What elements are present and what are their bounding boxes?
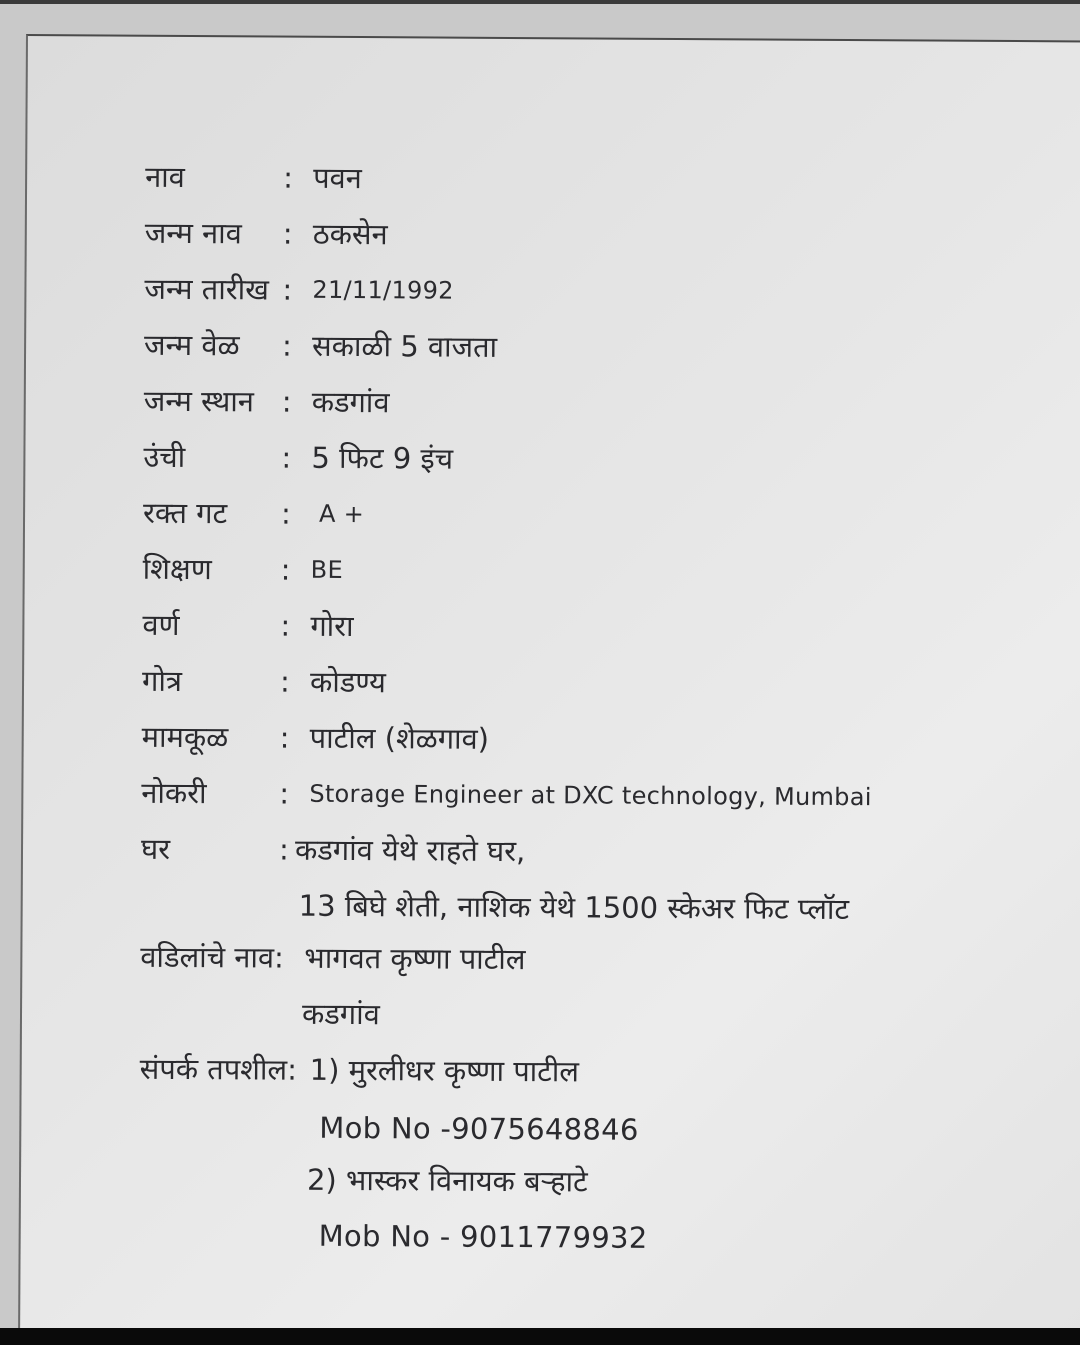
contact-mobile: Mob No - 9011779932 xyxy=(318,1218,648,1255)
field-value: 5 फिट 9 इंच xyxy=(311,440,454,476)
contact-name: 2) भास्कर विनायक बऱ्हाटे xyxy=(306,1162,588,1199)
father-continuation: कडगांव xyxy=(301,996,380,1032)
field-value: गोरा xyxy=(310,608,354,644)
field-value: BE xyxy=(310,555,344,584)
father-value: भागवत कृष्णा पाटील xyxy=(304,940,526,977)
screen-bezel-bottom xyxy=(0,1328,1080,1345)
field-colon: : xyxy=(282,216,293,251)
contacts-label: संपर्क तपशील: xyxy=(139,1051,298,1087)
field-colon: : xyxy=(280,552,291,587)
field-label: शिक्षण xyxy=(142,551,212,587)
field-colon: : xyxy=(280,496,291,531)
field-value: 21/11/1992 xyxy=(312,275,454,305)
field-label: जन्म तारीख xyxy=(144,271,269,307)
field-colon: : xyxy=(279,664,290,699)
field-home-continuation: 13 बिघे शेती, नाशिक येथे 1500 स्केअर फिट प्लॉट xyxy=(298,888,850,927)
field-label: नोकरी xyxy=(141,775,207,811)
field-label: जन्म नाव xyxy=(144,215,242,251)
contact-name: 1) मुरलीधर कृष्णा पाटील xyxy=(309,1052,580,1089)
field-colon: : xyxy=(283,160,294,195)
field-label: जन्म वेळ xyxy=(144,327,240,363)
field-colon: : xyxy=(279,720,290,755)
field-label: घर xyxy=(140,831,171,866)
field-colon: : xyxy=(278,832,289,867)
field-colon: : xyxy=(282,272,293,307)
field-label: उंची xyxy=(143,439,186,474)
field-colon: : xyxy=(281,328,292,363)
field-colon: : xyxy=(279,776,290,811)
field-value: Storage Engineer at DXC technology, Mumbai xyxy=(309,779,872,812)
field-label: वर्ण xyxy=(142,607,180,642)
field-value: पवन xyxy=(313,160,362,196)
field-colon: : xyxy=(280,608,291,643)
field-label: गोत्र xyxy=(141,663,183,698)
field-label: मामकूळ xyxy=(141,719,229,755)
field-value: कोडण्य xyxy=(309,664,387,700)
field-value: A + xyxy=(318,499,365,529)
biodata-sheet xyxy=(18,34,1080,1342)
field-value: पाटील (शेळगाव) xyxy=(309,720,490,756)
contact-mobile: Mob No -9075648846 xyxy=(319,1110,639,1147)
field-label: रक्त गट xyxy=(142,495,228,531)
field-value: सकाळी 5 वाजता xyxy=(311,328,498,364)
field-colon: : xyxy=(281,440,292,475)
field-value: ठकसेन xyxy=(312,216,388,252)
field-value: कडगांव xyxy=(311,384,390,420)
field-value: कडगांव येथे राहते घर, xyxy=(294,832,526,869)
screen-bezel-top xyxy=(0,0,1080,4)
father-label: वडिलांचे नाव: xyxy=(140,939,284,975)
field-label: जन्म स्थान xyxy=(143,383,255,419)
field-label: नाव xyxy=(145,159,185,194)
field-colon: : xyxy=(281,384,292,419)
